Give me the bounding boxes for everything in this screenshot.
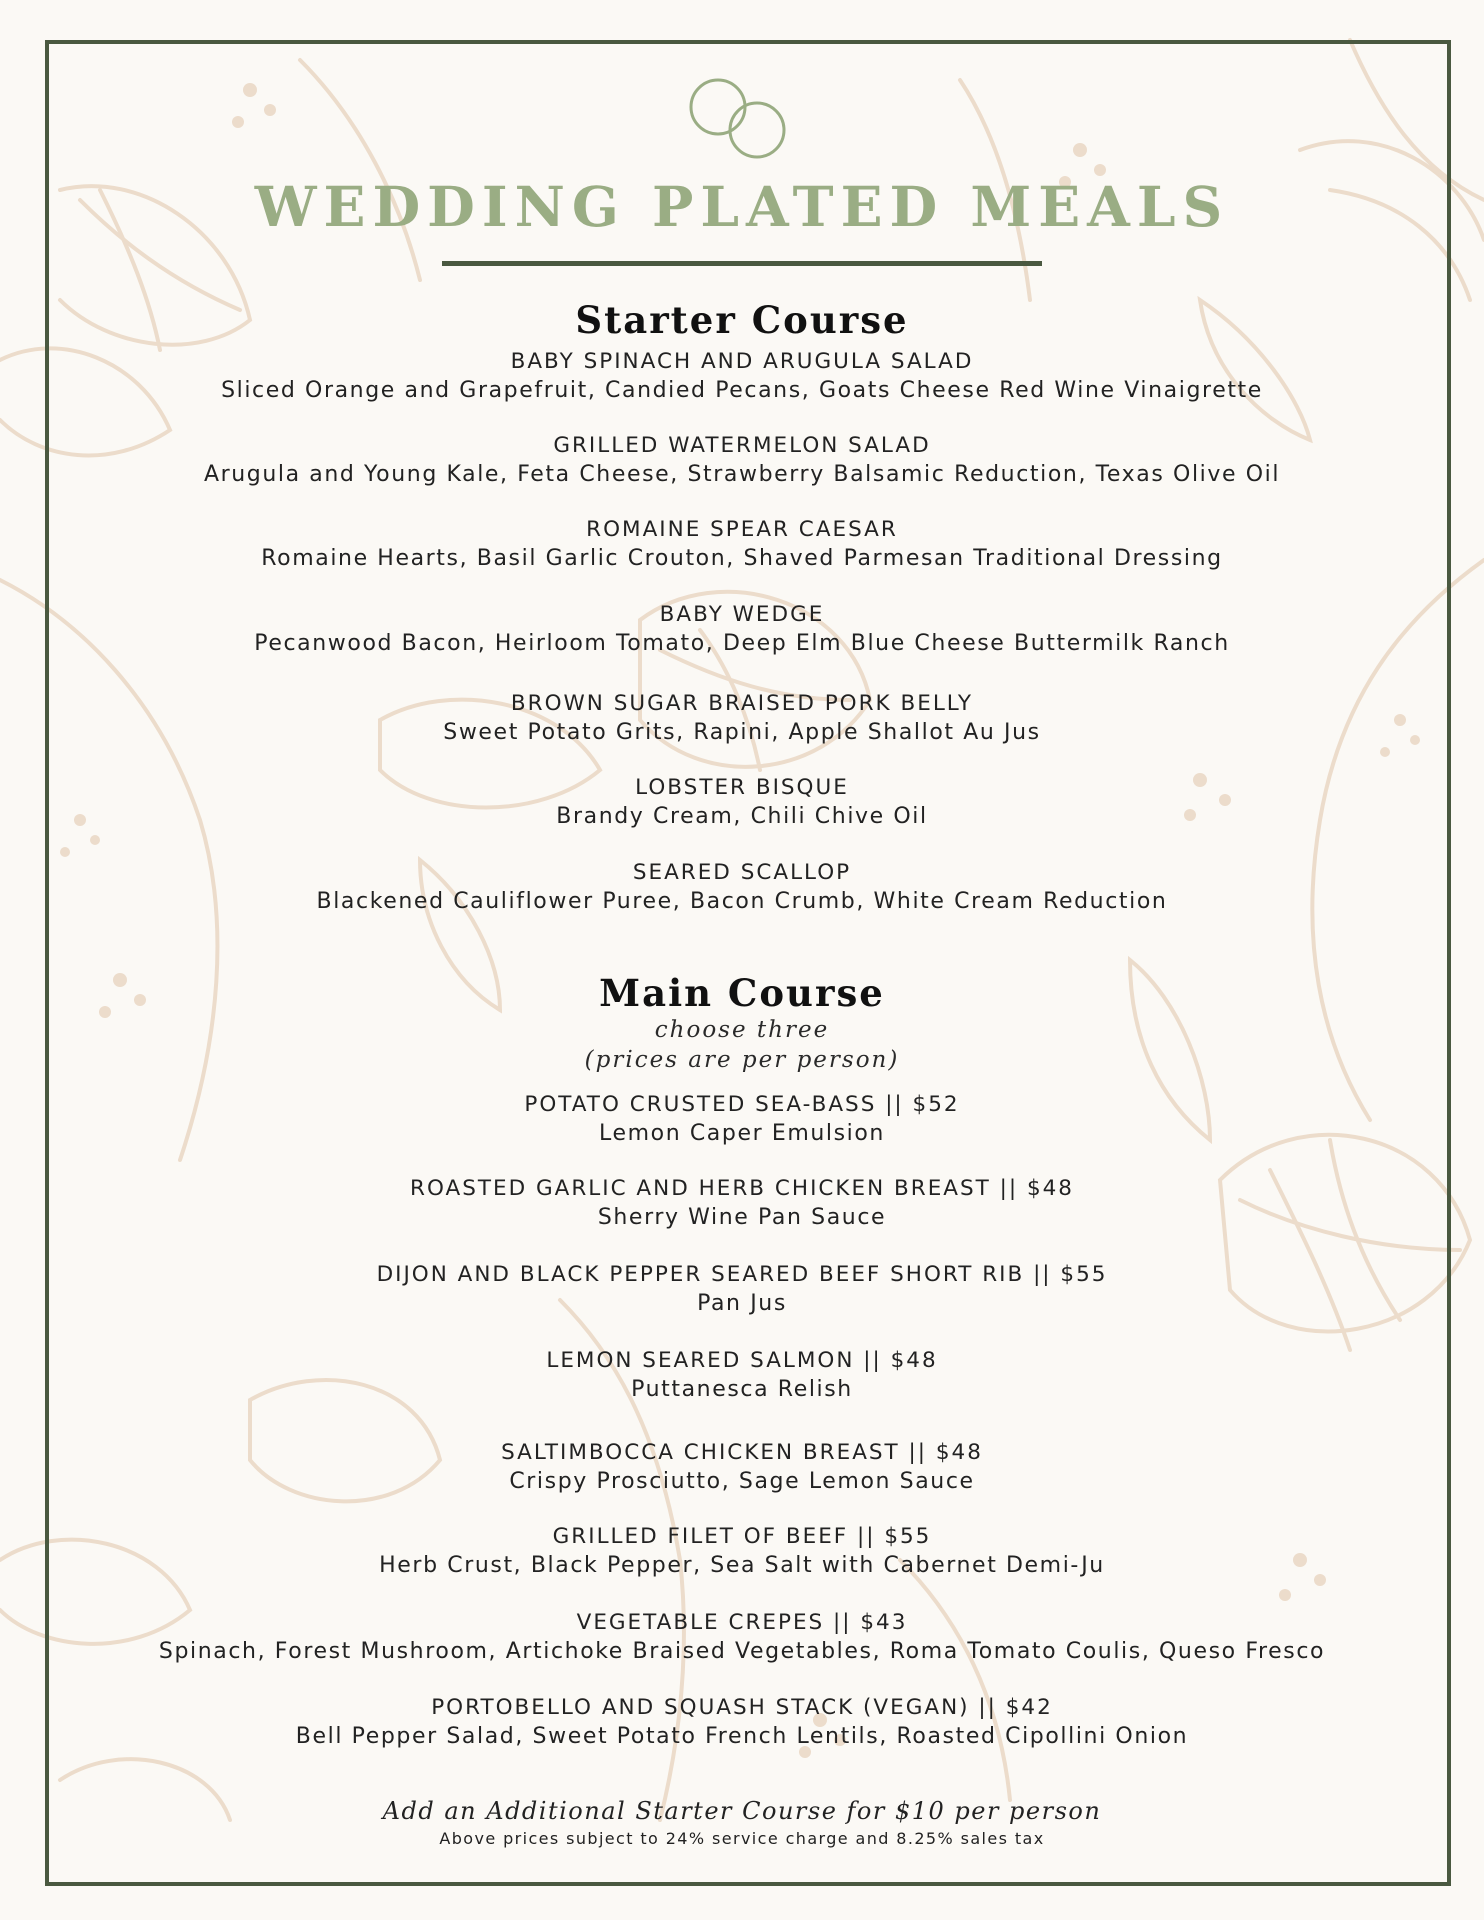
item-description: Sweet Potato Grits, Rapini, Apple Shallot Au Jus — [443, 720, 1041, 745]
item-description: Bell Pepper Salad, Sweet Potato French Lentils, Roasted Cipollini Onion — [295, 1724, 1189, 1749]
tax-note: Above prices subject to 24% service charge and 8.25% sales tax — [439, 1829, 1045, 1848]
item-name: ROMAINE SPEAR CAESAR — [586, 517, 898, 542]
wedding-rings-icon — [684, 76, 794, 166]
item-name: SEARED SCALLOP — [632, 860, 852, 885]
menu-title: WEDDING PLATED MEALS — [254, 174, 1230, 239]
item-name: POTATO CRUSTED SEA-BASS || $52 — [524, 1092, 960, 1117]
item-description: Crispy Prosciutto, Sage Lemon Sauce — [509, 1469, 975, 1494]
starter-item — [60, 347, 1424, 405]
item-description: Sliced Orange and Grapefruit, Candied Pecans, Goats Cheese Red Wine Vinaigrette — [221, 378, 1263, 403]
main-item — [60, 1522, 1424, 1580]
item-name: LOBSTER BISQUE — [635, 775, 849, 800]
main-item — [60, 1693, 1424, 1751]
main-item — [60, 1438, 1424, 1496]
main-course-subtitle: choose three — [654, 1017, 830, 1043]
starter-item — [60, 858, 1424, 916]
main-item — [60, 1608, 1424, 1666]
item-name: BABY WEDGE — [659, 602, 825, 627]
item-description: Lemon Caper Emulsion — [599, 1121, 885, 1146]
item-name: BROWN SUGAR BRAISED PORK BELLY — [510, 691, 974, 716]
starter-item — [60, 431, 1424, 489]
item-description: Sherry Wine Pan Sauce — [597, 1205, 887, 1230]
main-item — [60, 1090, 1424, 1148]
item-name: SALTIMBOCCA CHICKEN BREAST || $48 — [501, 1440, 983, 1465]
item-description: Pan Jus — [697, 1291, 787, 1316]
item-description: Herb Crust, Black Pepper, Sea Salt with Cabernet Demi-Ju — [379, 1553, 1105, 1578]
starter-item — [60, 689, 1424, 747]
starter-item — [60, 773, 1424, 831]
item-name: ROASTED GARLIC AND HERB CHICKEN BREAST || $48 — [410, 1176, 1074, 1201]
main-item — [60, 1260, 1424, 1318]
item-description: Pecanwood Bacon, Heirloom Tomato, Deep Elm Blue Cheese Buttermilk Ranch — [254, 631, 1230, 656]
item-description: Spinach, Forest Mushroom, Artichoke Braised Vegetables, Roma Tomato Coulis, Queso Fresco — [158, 1639, 1326, 1664]
item-name: PORTOBELLO AND SQUASH STACK (VEGAN) || $42 — [431, 1695, 1053, 1720]
starter-item — [60, 600, 1424, 658]
item-name: LEMON SEARED SALMON || $48 — [546, 1348, 938, 1373]
starter-course-heading: Starter Course — [575, 298, 909, 342]
starter-item — [60, 515, 1424, 573]
item-name: BABY SPINACH AND ARUGULA SALAD — [510, 349, 974, 374]
title-divider — [442, 261, 1042, 266]
main-course-heading: Main Course — [599, 971, 885, 1015]
item-description: Romaine Hearts, Basil Garlic Crouton, Shaved Parmesan Traditional Dressing — [261, 546, 1223, 571]
main-course-price-note: (prices are per person) — [584, 1047, 900, 1073]
item-name: VEGETABLE CREPES || $43 — [576, 1610, 908, 1635]
main-item — [60, 1346, 1424, 1404]
item-description: Puttanesca Relish — [631, 1377, 853, 1402]
item-name: GRILLED FILET OF BEEF || $55 — [552, 1524, 932, 1549]
main-item — [60, 1174, 1424, 1232]
item-description: Arugula and Young Kale, Feta Cheese, Strawberry Balsamic Reduction, Texas Olive Oil — [203, 462, 1281, 487]
item-name: GRILLED WATERMELON SALAD — [553, 433, 931, 458]
item-name: DIJON AND BLACK PEPPER SEARED BEEF SHORT RIB || $55 — [376, 1262, 1108, 1287]
additional-starter-note: Add an Additional Starter Course for $10 per person — [382, 1797, 1102, 1825]
item-description: Brandy Cream, Chili Chive Oil — [556, 804, 928, 829]
item-description: Blackened Cauliflower Puree, Bacon Crumb, White Cream Reduction — [316, 889, 1168, 914]
